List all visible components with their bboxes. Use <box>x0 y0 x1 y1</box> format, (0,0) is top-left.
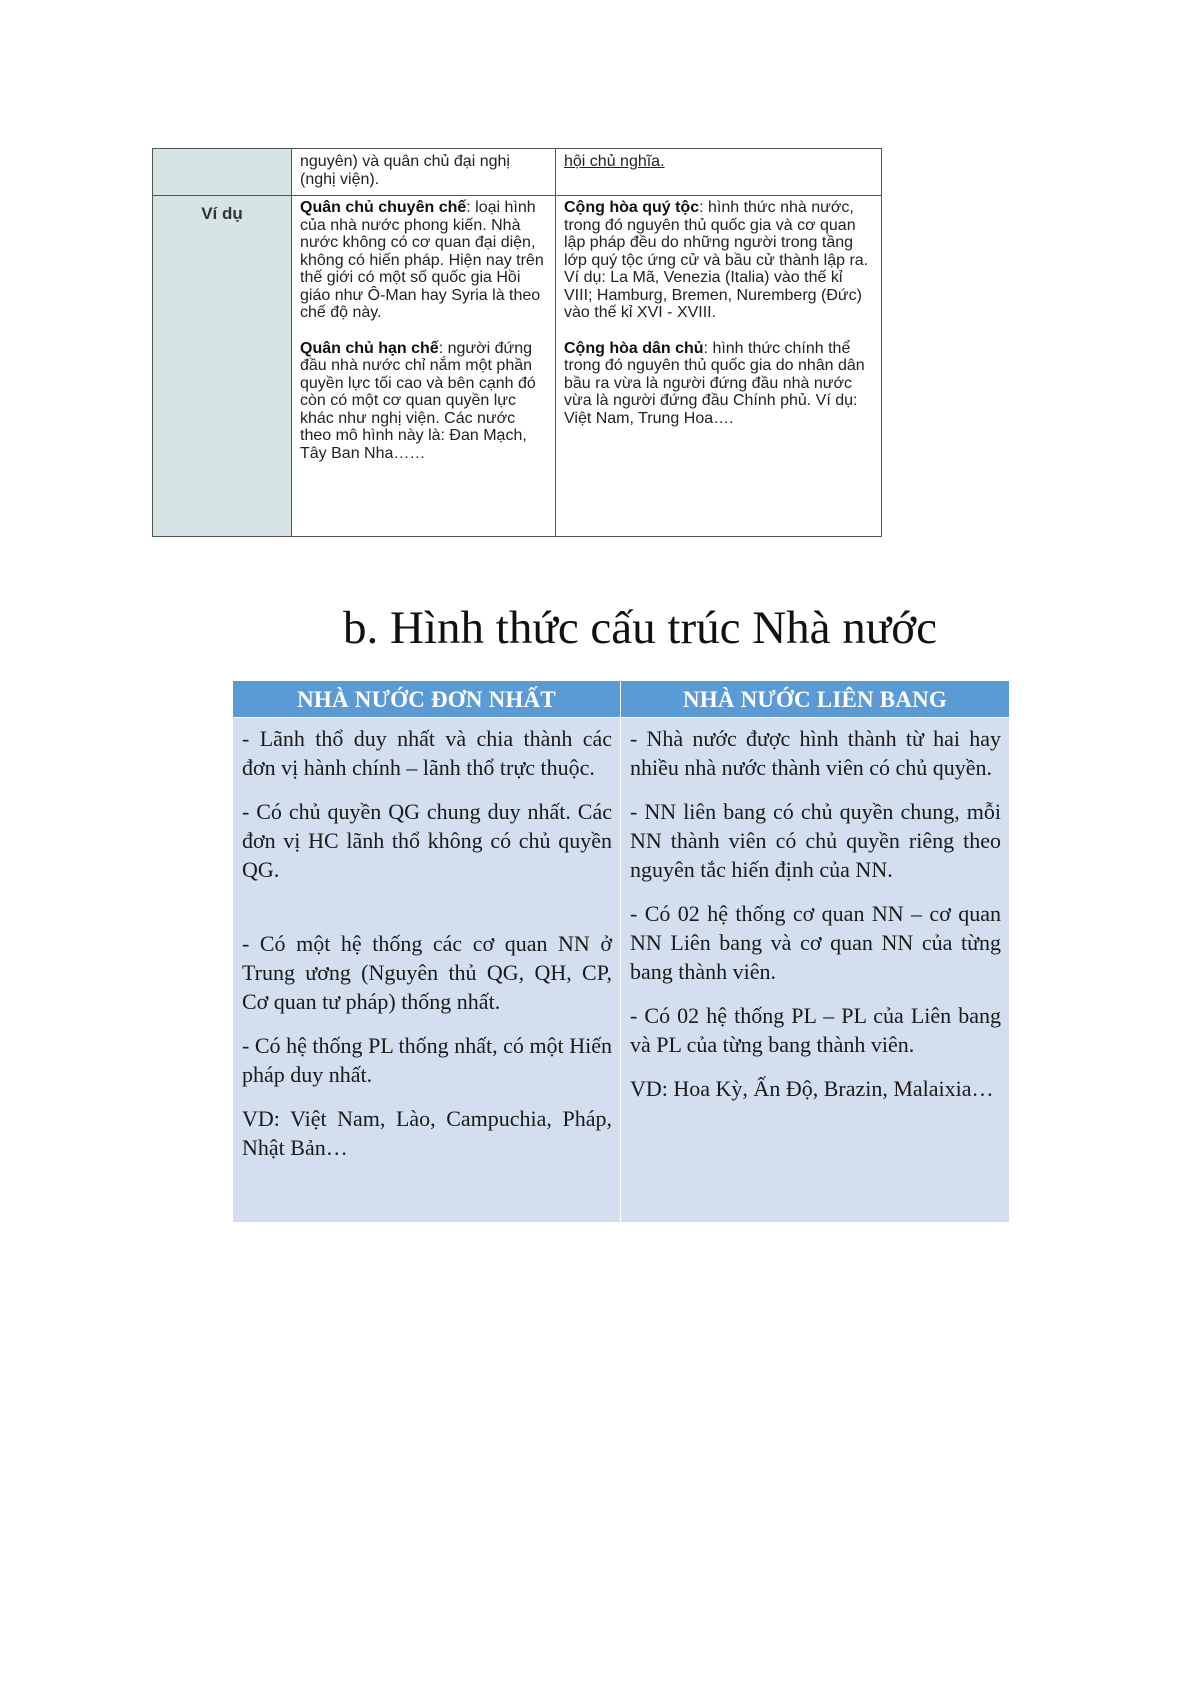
list-item: - NN liên bang có chủ quyền chung, mỗi NN thành viên có chủ quyền riêng theo nguyên tắc hiến định của NN. <box>630 799 1001 882</box>
continued-row <box>153 149 882 196</box>
list-item: - Có chủ quyền QG chung duy nhất. Các đơn vị HC lãnh thổ không có chủ quyền QG. <box>242 799 612 882</box>
state-structure-comparison-table <box>232 680 1010 1223</box>
definition: : người đứng đầu nhà nước chỉ nắm một phần quyền lực tối cao và bên cạnh đó còn có một cơ quan quyền lực khác như nghị viện. Các nước theo mô hình này là: Đan Mạch, Tây Ban Nha…… <box>300 339 536 462</box>
row-label-cell <box>153 149 292 196</box>
header-federal-state: NHÀ NƯỚC LIÊN BANG <box>621 681 1010 718</box>
term: Cộng hòa dân chủ <box>564 339 704 357</box>
table-cell <box>292 196 556 537</box>
definition: : hình thức chính thể trong đó nguyên thủ quốc gia do nhân dân bầu ra vừa là người đứng đầu nhà nước vừa là người đứng đầu Chính phủ. Ví dụ: Việt Nam, Trung Hoa…. <box>564 339 865 427</box>
content-row <box>233 718 1010 1223</box>
example-row <box>153 196 882 537</box>
definition: : hình thức nhà nước, trong đó nguyên thủ quốc gia và cơ quan lập pháp đều do những người trong tầng lớp quý tộc ứng cử và bầu cử thành lập ra. Ví dụ: La Mã, Venezia (Italia) vào thế kỉ VIII; Hamburg, Bremen, Nuremberg (Đức) vào thế kỉ XVI - XVIII. <box>564 199 869 321</box>
list-item: VD: Hoa Kỳ, Ấn Độ, Brazin, Malaixia… <box>630 1076 994 1101</box>
definition: : loại hình của nhà nước phong kiến. Nhà nước không có cơ quan đại diện, không có hiến pháp. Hiện nay trên thế giới có một số quốc gia Hồi giáo như Ô-Man hay Syria là theo chế độ này. <box>300 199 544 321</box>
table-cell <box>556 196 882 537</box>
cell-text: hội chủ nghĩa. <box>564 153 665 170</box>
cell-text: nguyên) và quân chủ đại nghị (nghị viện). <box>300 153 510 188</box>
term: Quân chủ chuyên chế <box>300 199 467 216</box>
list-item: - Có một hệ thống các cơ quan NN ở Trung ương (Nguyên thủ QG, QH, CP, Cơ quan tư pháp) thống nhất. <box>242 931 612 1014</box>
list-item: - Có hệ thống PL thống nhất, có một Hiến pháp duy nhất. <box>242 1033 612 1087</box>
federal-state-column <box>621 718 1010 1223</box>
header-row <box>233 681 1010 718</box>
example-paragraph <box>564 199 873 322</box>
list-item: - Có 02 hệ thống PL – PL của Liên bang và PL của từng bang thành viên. <box>630 1003 1001 1057</box>
row-label: Ví dụ <box>201 204 243 223</box>
example-paragraph <box>300 199 547 322</box>
list-item: - Nhà nước được hình thành từ hai hay nhiều nhà nước thành viên có chủ quyền. <box>630 726 1001 780</box>
row-label-cell <box>153 196 292 537</box>
unitary-state-column <box>233 718 621 1223</box>
table-cell <box>292 149 556 196</box>
term: Cộng hòa quý tộc <box>564 199 700 216</box>
list-item: - Có 02 hệ thống cơ quan NN – cơ quan NN Liên bang và cơ quan NN của từng bang thành viên. <box>630 901 1001 984</box>
list-item: VD: Việt Nam, Lào, Campuchia, Pháp, Nhật Bản… <box>242 1106 612 1160</box>
term: Quân chủ hạn chế <box>300 339 439 357</box>
government-forms-table <box>152 148 882 537</box>
example-paragraph <box>564 340 873 428</box>
list-item: - Lãnh thổ duy nhất và chia thành các đơn vị hành chính – lãnh thổ trực thuộc. <box>242 726 612 780</box>
example-paragraph <box>300 340 547 463</box>
header-unitary-state: NHÀ NƯỚC ĐƠN NHẤT <box>233 681 621 718</box>
section-title: b. Hình thức cấu trúc Nhà nước <box>343 602 937 654</box>
table-cell <box>556 149 882 196</box>
